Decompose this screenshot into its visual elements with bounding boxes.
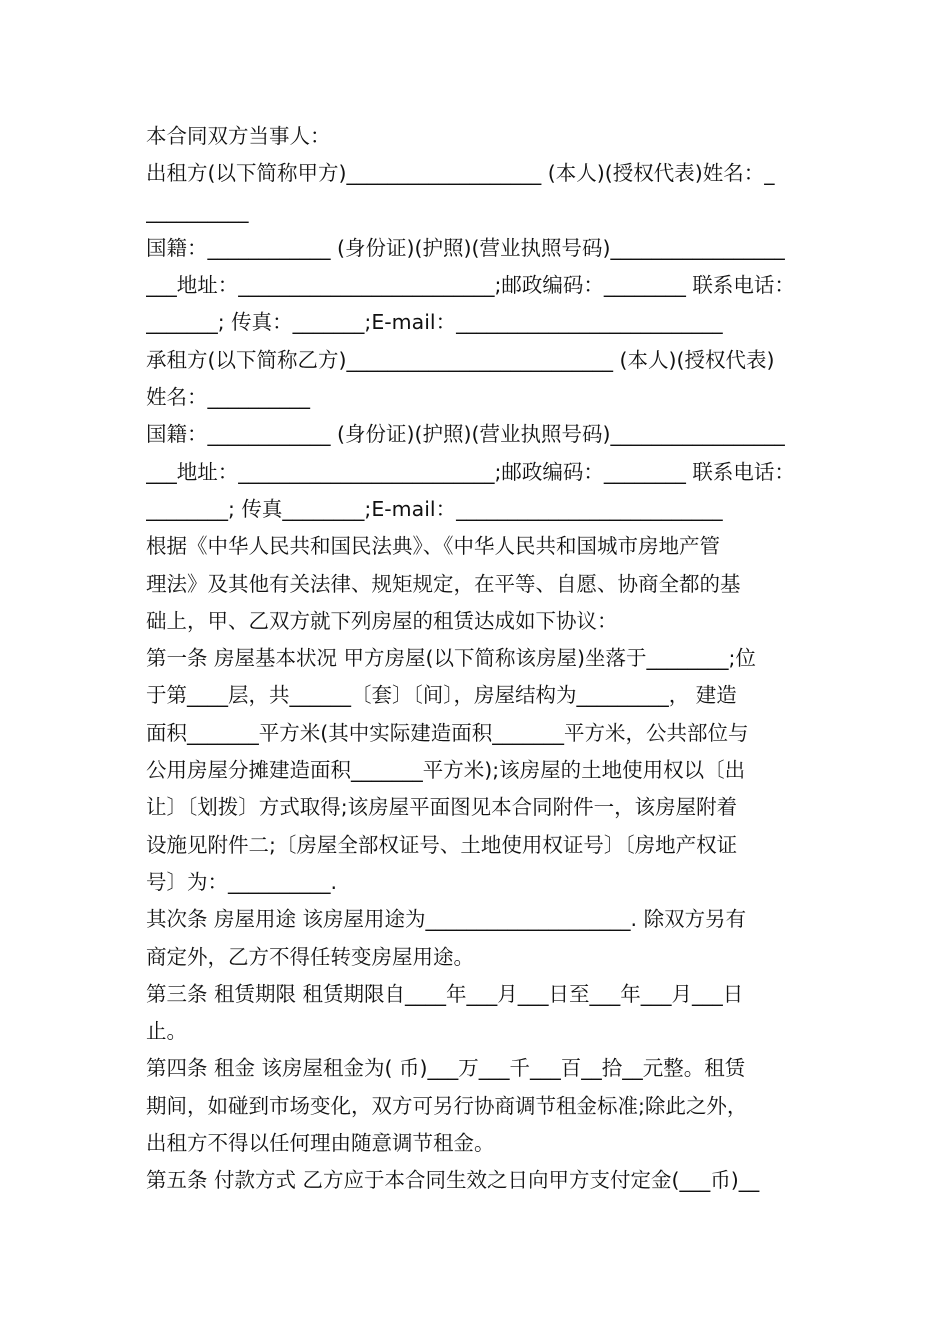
text-line: 其次条 房屋用途 该房屋用途为____________________. 除双方另有	[146, 907, 747, 932]
text-line: 国籍：____________ (身份证)(护照)(营业执照号码)_________________	[146, 235, 785, 260]
text-line: 让〕〔划拨〕方式取得;该房屋平面图见本合同附件一，该房屋附着	[146, 795, 738, 820]
text-line: 期间，如碰到市场变化，双方可另行协商调节租金标准;除此之外，	[146, 1093, 748, 1118]
text-line: 根据《中华人民共和国民法典》、《中华人民共和国城市房地产管	[146, 534, 720, 559]
text-line: ___地址：_________________________;邮政编码：________ 联系电话：	[146, 273, 795, 298]
text-line: 承租方(以下简称乙方)__________________________ (本人)(授权代表)	[146, 347, 775, 372]
text-line: _______; 传真：_______;E-mail：__________________________	[146, 310, 723, 335]
text-line: 本合同双方当事人：	[146, 124, 331, 148]
text-line: __________	[146, 198, 249, 223]
text-line: 面积_______平方米(其中实际建造面积_______平方米，公共部位与	[146, 720, 749, 745]
text-line: 第四条 租金 该房屋租金为( 币)___万___千___百__拾__元整。租赁	[146, 1056, 746, 1081]
text-line: 止。	[146, 1019, 187, 1044]
text-line: ________; 传真________;E-mail：__________________________	[146, 496, 723, 521]
text-line: 出租方(以下简称甲方)___________________ (本人)(授权代表)姓名：_	[146, 161, 775, 186]
text-line: 第三条 租赁期限 租赁期限自____年___月___日至___年___月___日	[146, 981, 744, 1006]
text-line: 出租方不得以任何理由随意调节租金。	[146, 1131, 495, 1156]
text-line: 于第____层，共______〔套〕〔间〕，房屋结构为_________， 建造	[146, 683, 737, 708]
text-line: ___地址：_________________________;邮政编码：________ 联系电话：	[146, 459, 795, 484]
text-line: 姓名：__________	[146, 385, 310, 410]
text-line: 设施见附件二;〔房屋全部权证号、土地使用权证号〕〔房地产权证	[146, 832, 738, 857]
text-line: 理法》及其他有关法律、规矩规定，在平等、自愿、协商全都的基	[146, 571, 741, 596]
text-line: 第一条 房屋基本状况 甲方房屋(以下简称该房屋)坐落于________;位	[146, 646, 756, 671]
text-line: 公用房屋分摊建造面积_______平方米);该房屋的土地使用权以〔出	[146, 758, 746, 783]
contract-body	[146, 118, 818, 1200]
text-line: 第五条 付款方式 乙方应于本合同生效之日向甲方支付定金(___币)__	[146, 1168, 760, 1193]
text-line: 商定外，乙方不得任转变房屋用途。	[146, 944, 474, 969]
text-line: 号〕为：__________.	[146, 869, 338, 894]
text-line: 国籍：____________ (身份证)(护照)(营业执照号码)_________________	[146, 422, 785, 447]
text-line: 础上，甲、乙双方就下列房屋的租赁达成如下协议：	[146, 608, 618, 633]
